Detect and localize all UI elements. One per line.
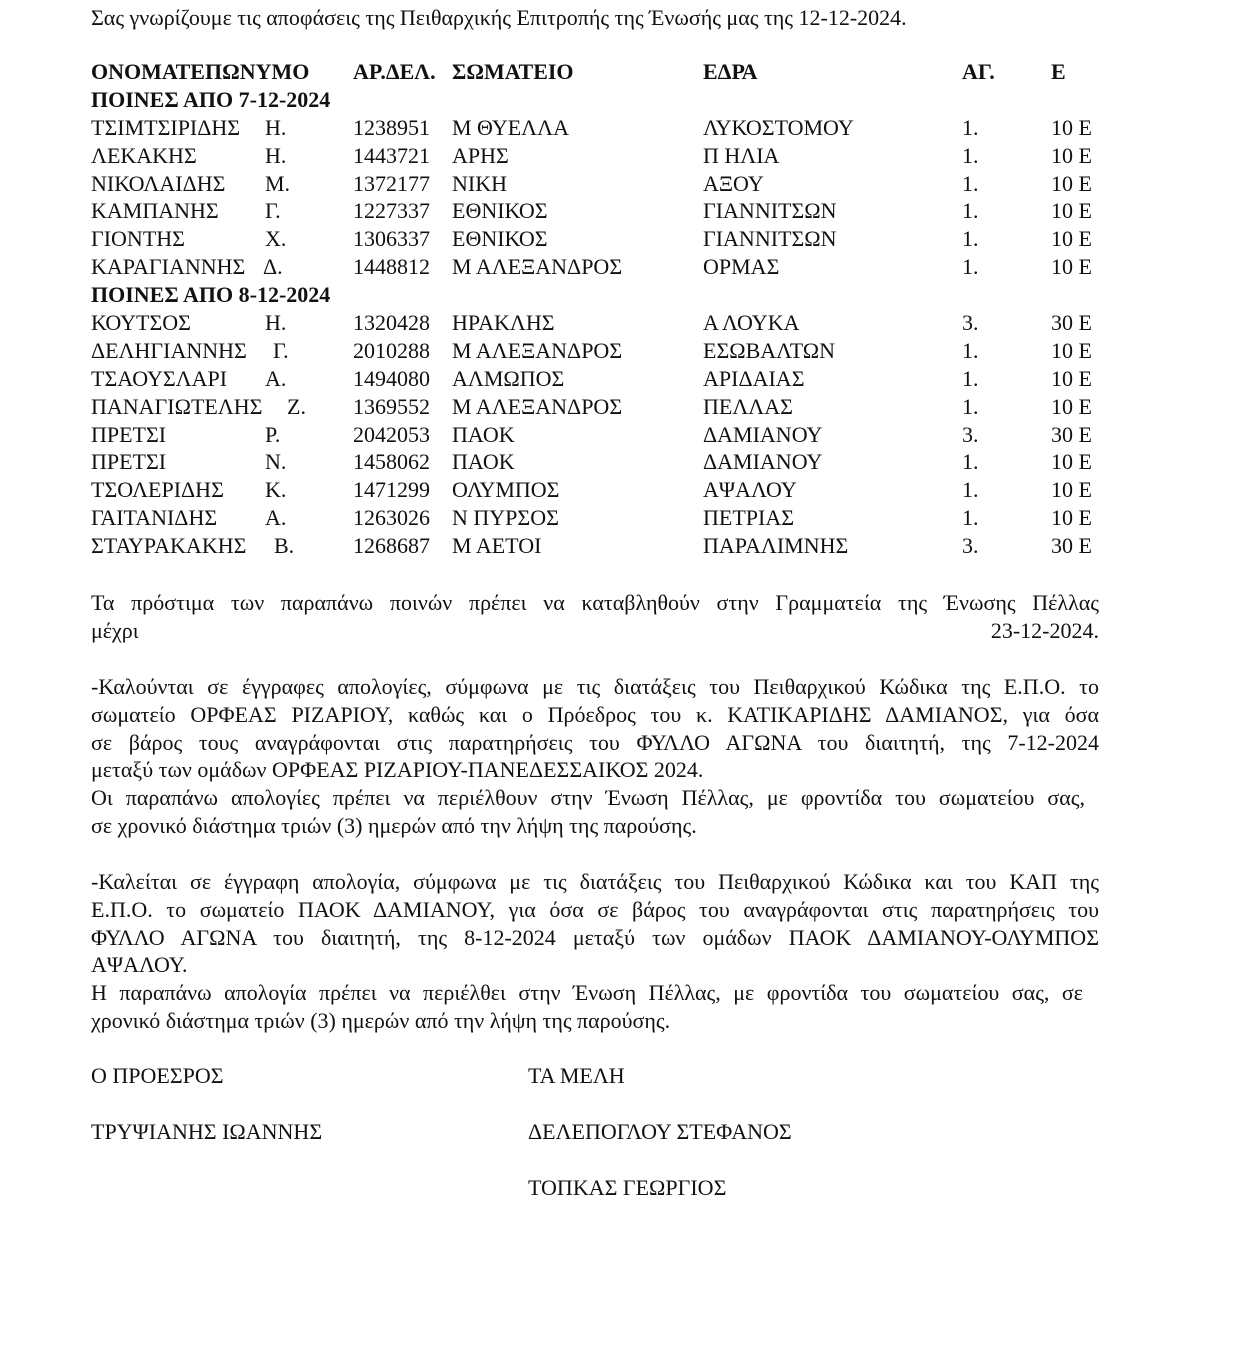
- cell-id: 1372177: [353, 170, 430, 196]
- header-club: ΣΩΜΑΤΕΙΟ: [452, 59, 574, 84]
- cell-id: 2010288: [353, 337, 430, 363]
- cell-fine: 10 Ε: [1051, 477, 1092, 503]
- paragraph-line: σε χρονικό διάστημα τριών (3) ημερών από την λήψη της παρούσης.: [91, 812, 697, 838]
- cell-club: ΑΛΜΩΠΟΣ: [452, 365, 565, 391]
- cell-id: 2042053: [353, 421, 430, 447]
- cell-id: 1494080: [353, 365, 430, 391]
- cell-initial: Α.: [265, 505, 287, 531]
- cell-ag: 1.: [962, 477, 979, 503]
- cell-ag: 1.: [962, 170, 979, 196]
- cell-seat: Α ΛΟΥΚΑ: [703, 310, 800, 336]
- cell-club: ΑΡΗΣ: [452, 142, 509, 168]
- header-ag: ΑΓ.: [962, 59, 995, 84]
- cell-ag: 1.: [962, 337, 979, 363]
- cell-id: 1471299: [353, 477, 430, 503]
- cell-id: 1238951: [353, 114, 430, 140]
- cell-fine: 10 Ε: [1051, 142, 1092, 168]
- cell-id: 1263026: [353, 505, 430, 531]
- cell-initial: Η.: [265, 142, 287, 168]
- cell-name: ΤΣΙΜΤΣΙΡΙΔΗΣ: [91, 114, 241, 140]
- cell-fine: 10 Ε: [1051, 393, 1092, 419]
- paragraph-line: Η παραπάνω απολογία πρέπει να περιέλθει στην Ένωση Πέλλας, με φροντίδα του σωματείου σας, σε: [91, 980, 1083, 1006]
- cell-seat: ΕΣΩΒΑΛΤΩΝ: [703, 337, 835, 363]
- cell-fine: 10 Ε: [1051, 337, 1092, 363]
- cell-name: ΣΤΑΥΡΑΚΑΚΗΣ: [91, 533, 247, 559]
- fines-note-paragraph: [91, 589, 1099, 645]
- paragraph-line: -Καλούνται σε έγγραφες απολογίες, σύμφωνα με τις διατάξεις του Πειθαρχικού Κώδικα της Ε.Π.Ο. το: [91, 674, 1099, 699]
- cell-seat: ΑΨΑΛΟΥ: [703, 477, 797, 503]
- cell-name: ΚΑΜΠΑΝΗΣ: [91, 198, 219, 224]
- cell-id: 1320428: [353, 310, 430, 336]
- cell-initial: Ρ.: [265, 421, 281, 447]
- cell-name: ΚΑΡΑΓΙΑΝΝΗΣ: [91, 254, 246, 280]
- cell-club: ΗΡΑΚΛΗΣ: [452, 310, 555, 336]
- cell-initial: Κ.: [265, 477, 287, 503]
- cell-name: ΓΑΙΤΑΝΙΔΗΣ: [91, 505, 218, 531]
- cell-fine: 30 Ε: [1051, 310, 1092, 336]
- cell-initial: Γ.: [265, 198, 281, 224]
- cell-initial: Ν.: [265, 449, 287, 475]
- cell-ag: 3.: [962, 421, 979, 447]
- cell-ag: 1.: [962, 365, 979, 391]
- cell-id: 1227337: [353, 198, 430, 224]
- cell-name: ΠΡΕΤΣΙ: [91, 421, 167, 447]
- cell-club: Ν ΠΥΡΣΟΣ: [452, 505, 559, 531]
- cell-club: ΠΑΟΚ: [452, 449, 515, 475]
- cell-name: ΔΕΛΗΓΙΑΝΝΗΣ: [91, 337, 247, 363]
- cell-initial: Η.: [265, 310, 287, 336]
- cell-seat: ΠΑΡΑΛΙΜΝΗΣ: [703, 533, 849, 559]
- paragraph-line: σωματείο ΟΡΦΕΑΣ ΡΙΖΑΡΙΟΥ, καθώς και ο Πρόεδρος του κ. ΚΑΤΙΚΑΡΙΔΗΣ ΔΑΜΙΑΝΟΣ, για όσα: [91, 701, 1099, 727]
- section-title-text: ΠΟΙΝΕΣ ΑΠΟ 7-12-2024: [91, 86, 331, 112]
- cell-seat: ΑΡΙΔΑΙΑΣ: [703, 365, 805, 391]
- cell-club: Μ ΑΕΤΟΙ: [452, 533, 542, 559]
- cell-id: 1369552: [353, 393, 430, 419]
- cell-fine: 10 Ε: [1051, 114, 1092, 140]
- paragraph-line: ΑΨΑΛΟΥ.: [91, 952, 188, 978]
- cell-club: ΕΘΝΙΚΟΣ: [452, 198, 548, 224]
- table-row: [91, 197, 1101, 225]
- cell-ag: 1.: [962, 393, 979, 419]
- cell-seat: ΠΕΤΡΙΑΣ: [703, 505, 795, 531]
- table-row: [91, 253, 1101, 281]
- table-row: [91, 114, 1101, 142]
- cell-fine: 30 Ε: [1051, 421, 1092, 447]
- cell-fine: 10 Ε: [1051, 449, 1092, 475]
- cell-name: ΓΙΟΝΤΗΣ: [91, 226, 185, 252]
- table-header-row: [91, 58, 1101, 86]
- header-seat: ΕΔΡΑ: [703, 59, 758, 84]
- cell-ag: 1.: [962, 114, 979, 140]
- cell-seat: ΛΥΚΟΣΤΟΜΟΥ: [703, 114, 854, 140]
- cell-club: ΟΛΥΜΠΟΣ: [452, 477, 560, 503]
- cell-club: Μ ΑΛΕΞΑΝΔΡΟΣ: [452, 393, 623, 419]
- paragraph-line: Τα πρόστιμα των παραπάνω ποινών πρέπει να καταβληθούν στην Γραμματεία της Ένωσης Πέλλας: [91, 590, 1099, 615]
- cell-id: 1306337: [353, 226, 430, 252]
- section-title-text: ΠΟΙΝΕΣ ΑΠΟ 8-12-2024: [91, 282, 331, 308]
- table-row: [91, 309, 1101, 337]
- member-name: ΔΕΛΕΠΟΓΛΟΥ ΣΤΕΦΑΝΟΣ: [528, 1119, 792, 1144]
- paragraph-line: μέχρι 23-12-2024.: [91, 617, 1099, 643]
- penalties-table: [91, 58, 1101, 560]
- table-row: [91, 142, 1101, 170]
- cell-ag: 1.: [962, 198, 979, 224]
- cell-initial: Χ.: [265, 226, 287, 252]
- cell-name: ΝΙΚΟΛΑΙΔΗΣ: [91, 170, 226, 196]
- cell-id: 1268687: [353, 533, 430, 559]
- cell-name: ΤΣΑΟΥΣΛΑΡΙ: [91, 365, 228, 391]
- cell-initial: Ζ.: [287, 393, 306, 419]
- cell-seat: ΔΑΜΙΑΝΟΥ: [703, 421, 823, 447]
- cell-seat: ΔΑΜΙΑΝΟΥ: [703, 449, 823, 475]
- paragraph-line: Οι παραπάνω απολογίες πρέπει να περιέλθουν στην Ένωση Πέλλας, με φροντίδα του σωματείου σας,: [91, 785, 1085, 811]
- cell-club: Μ ΑΛΕΞΑΝΔΡΟΣ: [452, 254, 623, 280]
- paragraph-line: Ε.Π.Ο. το σωματείο ΠΑΟΚ ΔΑΜΙΑΝΟΥ, για όσα σε βάρος του αναγράφονται στις παρατηρήσεις του: [91, 896, 1099, 922]
- table-row: [91, 170, 1101, 198]
- cell-id: 1443721: [353, 142, 430, 168]
- cell-seat: ΟΡΜΑΣ: [703, 254, 780, 280]
- intro-text: Σας γνωρίζουμε τις αποφάσεις της Πειθαρχικής Επιτροπής της Ένωσής μας της 12-12-2024.: [91, 5, 907, 30]
- cell-ag: 1.: [962, 449, 979, 475]
- paragraph-line: ΦΥΛΛΟ ΑΓΩΝΑ του διαιτητή, της 8-12-2024 μεταξύ των ομάδων ΠΑΟΚ ΔΑΜΙΑΝΟΥ-ΟΛΥΜΠΟΣ: [91, 924, 1099, 950]
- table-row: [91, 532, 1101, 560]
- cell-ag: 1.: [962, 226, 979, 252]
- cell-seat: Π ΗΛΙΑ: [703, 142, 780, 168]
- cell-seat: ΓΙΑΝΝΙΤΣΩΝ: [703, 198, 837, 224]
- cell-initial: Α.: [265, 365, 287, 391]
- cell-initial: Η.: [265, 114, 287, 140]
- header-name: ΟΝΟΜΑΤΕΠΩΝΥΜΟ: [91, 59, 310, 84]
- cell-club: Μ ΑΛΕΞΑΝΔΡΟΣ: [452, 337, 623, 363]
- cell-seat: ΓΙΑΝΝΙΤΣΩΝ: [703, 226, 837, 252]
- paragraph-line: σε βάρος τους αναγράφονται στις παρατηρήσεις του ΦΥΛΛΟ ΑΓΩΝΑ του διαιτητή, της 7-12-2024: [91, 729, 1099, 755]
- paragraph-line: χρονικό διάστημα τριών (3) ημερών από την λήψη της παρούσης.: [91, 1007, 671, 1033]
- president-name: ΤΡΥΨΙΑΝΗΣ ΙΩΑΝΝΗΣ: [91, 1119, 323, 1144]
- cell-name: ΛΕΚΑΚΗΣ: [91, 142, 197, 168]
- cell-name: ΤΣΟΛΕΡΙΔΗΣ: [91, 477, 224, 503]
- cell-seat: ΑΞΟΥ: [703, 170, 764, 196]
- cell-id: 1458062: [353, 449, 430, 475]
- cell-club: Μ ΘΥΕΛΛΑ: [452, 114, 569, 140]
- cell-fine: 30 Ε: [1051, 533, 1092, 559]
- cell-club: ΝΙΚΗ: [452, 170, 507, 196]
- cell-club: ΕΘΝΙΚΟΣ: [452, 226, 548, 252]
- cell-fine: 10 Ε: [1051, 198, 1092, 224]
- header-fine: Ε: [1051, 59, 1066, 84]
- president-label: Ο ΠΡΟΕΣΡΟΣ: [91, 1063, 224, 1088]
- cell-ag: 1.: [962, 142, 979, 168]
- member-name: ΤΟΠΚΑΣ ΓΕΩΡΓΙΟΣ: [528, 1175, 727, 1200]
- table-row: [91, 476, 1101, 504]
- table-row: [91, 337, 1101, 365]
- cell-seat: ΠΕΛΛΑΣ: [703, 393, 793, 419]
- cell-fine: 10 Ε: [1051, 505, 1092, 531]
- section-title: [91, 86, 1101, 114]
- members-label: ΤΑ ΜΕΛΗ: [528, 1063, 625, 1088]
- summons-paragraph-1: [91, 673, 1099, 840]
- table-row: [91, 225, 1101, 253]
- cell-fine: 10 Ε: [1051, 254, 1092, 280]
- header-id: ΑΡ.ΔΕΛ.: [353, 59, 436, 84]
- cell-name: ΚΟΥΤΣΟΣ: [91, 310, 191, 336]
- paragraph-line: μεταξύ των ομάδων ΟΡΦΕΑΣ ΡΙΖΑΡΙΟΥ-ΠΑΝΕΔΕΣΣΑΙΚΟΣ 2024.: [91, 757, 704, 783]
- section-title: [91, 281, 1101, 309]
- cell-id: 1448812: [353, 254, 430, 280]
- table-row: [91, 504, 1101, 532]
- cell-initial: Β.: [274, 533, 295, 559]
- cell-ag: 3.: [962, 310, 979, 336]
- cell-fine: 10 Ε: [1051, 365, 1092, 391]
- cell-club: ΠΑΟΚ: [452, 421, 515, 447]
- cell-ag: 3.: [962, 533, 979, 559]
- table-row: [91, 365, 1101, 393]
- summons-paragraph-2: [91, 868, 1099, 1035]
- cell-initial: Μ.: [265, 170, 291, 196]
- paragraph-line: -Καλείται σε έγγραφη απολογία, σύμφωνα με τις διατάξεις του Πειθαρχικού Κώδικα και του ΚΑΠ της: [91, 869, 1099, 894]
- cell-fine: 10 Ε: [1051, 226, 1092, 252]
- cell-initial: Γ.: [273, 337, 289, 363]
- table-row: [91, 393, 1101, 421]
- table-row: [91, 421, 1101, 449]
- cell-ag: 1.: [962, 505, 979, 531]
- cell-name: ΠΑΝΑΓΙΩΤΕΛΗΣ: [91, 393, 263, 419]
- cell-name: ΠΡΕΤΣΙ: [91, 449, 167, 475]
- table-row: [91, 448, 1101, 476]
- cell-ag: 1.: [962, 254, 979, 280]
- cell-fine: 10 Ε: [1051, 170, 1092, 196]
- cell-initial: Δ.: [263, 254, 283, 280]
